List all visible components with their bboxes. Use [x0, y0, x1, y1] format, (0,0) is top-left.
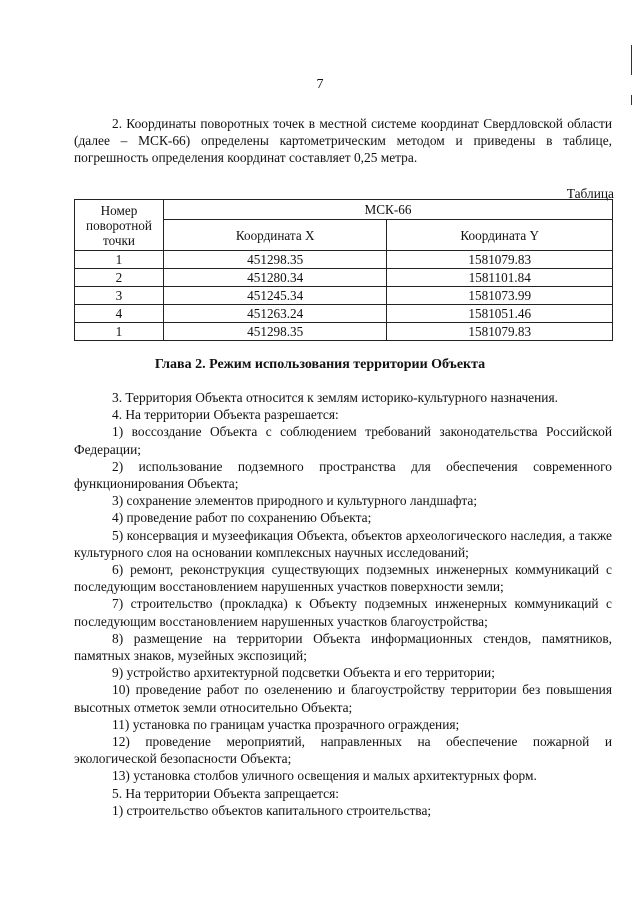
table-row [75, 251, 613, 269]
header-point-number: Номер поворотной точки [75, 200, 164, 251]
table-row [75, 323, 613, 341]
intro-paragraph: 2. Координаты поворотных точек в местной системе координат Свердловской области (далее – МСК-66) определены картометрическим методом и приведены в таблице, погрешность определения координат составляет 0,25 метра. [74, 116, 612, 166]
cell-coordinate-x: 451298.35 [163, 251, 387, 269]
cell-point-number: 1 [75, 323, 164, 341]
cell-point-number: 1 [75, 251, 164, 269]
regulation-item: 11) установка по границам участка прозрачного ограждения; [112, 716, 460, 732]
header-coordinate-x: Координата X [163, 220, 387, 251]
cell-point-number: 3 [75, 287, 164, 305]
coordinates-table [74, 199, 613, 341]
cell-point-number: 2 [75, 269, 164, 287]
table-row [75, 269, 613, 287]
cell-coordinate-x: 451280.34 [163, 269, 387, 287]
table-row [75, 287, 613, 305]
regulation-item: 9) устройство архитектурной подсветки Объекта и его территории; [112, 665, 495, 681]
chapter-title: Глава 2. Режим использования территории Объекта [154, 357, 486, 372]
cell-coordinate-y: 1581079.83 [387, 323, 613, 341]
regulation-item: 2) использование подземного пространства для обеспечения современного функционирования Объекта; [74, 458, 612, 492]
table-row [75, 305, 613, 323]
table-caption: Таблица [566, 186, 614, 201]
regulation-item: 8) размещение на территории Объекта информационных стендов, памятников, памятных знаков, музейных экспозиций; [74, 630, 612, 664]
regulation-item: 5) консервация и музеефикация Объекта, объектов археологического наследия, а также культурного слоя на основании комплексных научных исследований; [74, 527, 612, 560]
header-coordinate-y: Координата Y [387, 220, 613, 251]
cell-point-number: 4 [75, 305, 164, 323]
cell-coordinate-y: 1581051.46 [387, 305, 613, 323]
page-number: 7 [316, 77, 324, 92]
regulation-item: 10) проведение работ по озеленению и благоустройству территории без повышения высотных отметок земли относительно Объекта; [74, 682, 612, 715]
regulation-item: 4) проведение работ по сохранению Объекта; [112, 510, 372, 526]
regulation-items [74, 389, 612, 819]
cell-coordinate-x: 451298.35 [163, 323, 387, 341]
cell-coordinate-y: 1581073.99 [387, 287, 613, 305]
cell-coordinate-y: 1581079.83 [387, 251, 613, 269]
header-coordinate-system: МСК-66 [163, 200, 612, 220]
regulation-item: 1) строительство объектов капитального строительства; [112, 802, 432, 818]
regulation-item: 5. На территории Объекта запрещается: [112, 785, 339, 801]
regulation-item: 4. На территории Объекта разрешается: [112, 407, 339, 423]
regulation-item: 12) проведение мероприятий, направленных на обеспечение пожарной и экологической безопасности Объекта; [74, 734, 612, 767]
cell-coordinate-x: 451263.24 [163, 305, 387, 323]
regulation-item: 7) строительство (прокладка) к Объекту подземных инженерных коммуникаций с последующим восстановлением нарушенных участков благоустройства; [74, 596, 612, 629]
regulation-item: 13) установка столбов уличного освещения и малых архитектурных форм. [112, 768, 537, 784]
regulation-item: 1) воссоздание Объекта с соблюдением требований законодательства Российской Федерации; [74, 424, 612, 457]
regulation-item: 3. Территория Объекта относится к землям историко-культурного назначения. [112, 390, 558, 405]
regulation-item: 3) сохранение элементов природного и культурного ландшафта; [112, 493, 478, 509]
regulation-item: 6) ремонт, реконструкция существующих подземных инженерных коммуникаций с последующим восстановлением нарушенных участков поверхности земли; [74, 562, 612, 595]
cell-coordinate-y: 1581101.84 [387, 269, 613, 287]
cell-coordinate-x: 451245.34 [163, 287, 387, 305]
